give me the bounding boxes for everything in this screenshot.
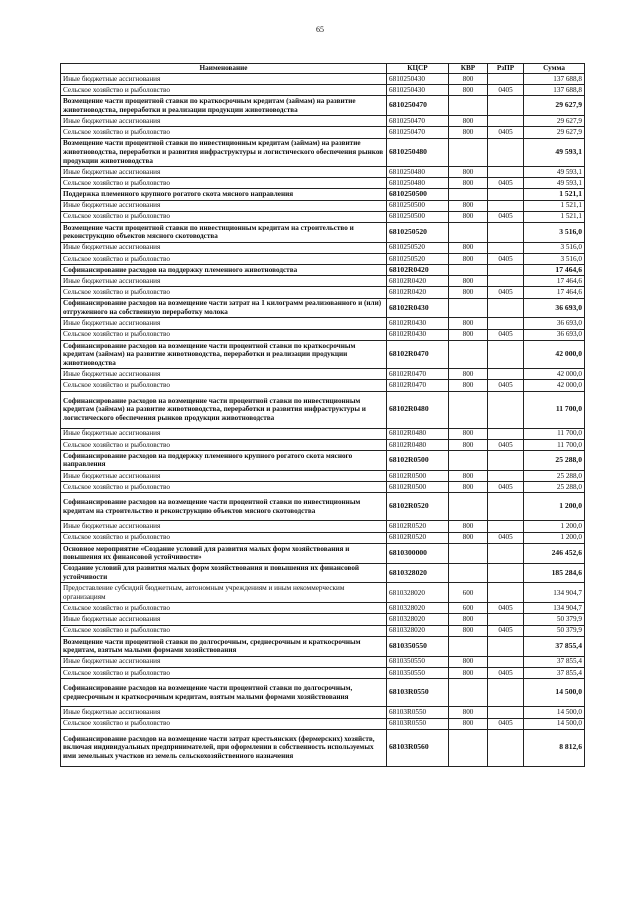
cell-kvr: [449, 493, 488, 521]
cell-rzpr: [488, 189, 524, 200]
cell-kcsr: 68102R0430: [387, 298, 449, 318]
table-row: [61, 656, 585, 667]
cell-rzpr: [488, 276, 524, 287]
cell-sum: 14 500,0: [524, 707, 585, 718]
cell-rzpr: [488, 200, 524, 211]
cell-rzpr: 0405: [488, 532, 524, 543]
header-sum: Сумма: [524, 64, 585, 74]
cell-kcsr: 68102R0480: [387, 428, 449, 439]
cell-kvr: [449, 678, 488, 706]
cell-name: Софинансирование расходов на возмещение части процентной ставки по инвестиционным кредитам на строительство и реконструкцию объектов мясного скотоводства: [61, 493, 387, 521]
cell-kvr: 800: [449, 276, 488, 287]
table-row: [61, 667, 585, 678]
cell-kcsr: 68102R0430: [387, 329, 449, 340]
cell-name: Возмещение части процентной ставки по инвестиционным кредитам (займам) на развитие животноводства, переработки и развития инфраструктуры и логистического обеспечения рынков продукции животноводства: [61, 138, 387, 166]
cell-name: Возмещение части процентной ставки по инвестиционным кредитам на строительство и реконструкцию объектов мясного скотоводства: [61, 222, 387, 242]
cell-rzpr: 0405: [488, 718, 524, 729]
cell-sum: 49 593,1: [524, 138, 585, 166]
cell-rzpr: 0405: [488, 85, 524, 96]
cell-rzpr: [488, 583, 524, 603]
cell-kcsr: 6810250480: [387, 166, 449, 177]
cell-kvr: [449, 189, 488, 200]
cell-kvr: 800: [449, 329, 488, 340]
cell-rzpr: 0405: [488, 287, 524, 298]
cell-kcsr: 68102R0420: [387, 287, 449, 298]
cell-kvr: 800: [449, 242, 488, 253]
table-row: [61, 380, 585, 391]
cell-rzpr: 0405: [488, 625, 524, 636]
cell-sum: 25 288,0: [524, 481, 585, 492]
cell-sum: 14 500,0: [524, 678, 585, 706]
cell-kcsr: 6810350550: [387, 636, 449, 656]
cell-kcsr: 6810250470: [387, 96, 449, 116]
cell-kvr: [449, 138, 488, 166]
cell-name: Иные бюджетные ассигнования: [61, 242, 387, 253]
cell-rzpr: [488, 656, 524, 667]
cell-rzpr: [488, 391, 524, 428]
table-row: [61, 521, 585, 532]
cell-name: Иные бюджетные ассигнования: [61, 318, 387, 329]
table-row: [61, 242, 585, 253]
cell-name: Сельское хозяйство и рыболовство: [61, 211, 387, 222]
cell-kvr: 800: [449, 178, 488, 189]
cell-kcsr: 6810328020: [387, 563, 449, 583]
cell-kvr: 800: [449, 428, 488, 439]
cell-name: Иные бюджетные ассигнования: [61, 614, 387, 625]
cell-kvr: 800: [449, 481, 488, 492]
table-row: [61, 222, 585, 242]
table-row: [61, 166, 585, 177]
cell-sum: 37 855,4: [524, 636, 585, 656]
cell-kvr: [449, 298, 488, 318]
table-row: [61, 298, 585, 318]
table-body: [61, 74, 585, 767]
cell-name: Иные бюджетные ассигнования: [61, 428, 387, 439]
cell-sum: 29 627,9: [524, 96, 585, 116]
cell-kvr: [449, 265, 488, 276]
table-row: [61, 532, 585, 543]
cell-kcsr: 6810250480: [387, 178, 449, 189]
cell-name: Софинансирование расходов на возмещение части процентной ставки по долгосрочным, среднесрочным и краткосрочным кредитам, взятым малыми формами хозяйствования: [61, 678, 387, 706]
table-row: [61, 603, 585, 614]
cell-kcsr: 68102R0480: [387, 391, 449, 428]
cell-sum: 1 521,1: [524, 200, 585, 211]
cell-sum: 1 200,0: [524, 532, 585, 543]
cell-rzpr: [488, 138, 524, 166]
header-name: Наименование: [61, 64, 387, 74]
cell-name: Софинансирование расходов на возмещение части затрат на 1 килограмм реализованного и (или) отгруженного на собственную переработку молока: [61, 298, 387, 318]
cell-kcsr: 6810250480: [387, 138, 449, 166]
cell-kcsr: 6810300000: [387, 543, 449, 563]
cell-kvr: 600: [449, 583, 488, 603]
cell-name: Сельское хозяйство и рыболовство: [61, 178, 387, 189]
cell-rzpr: [488, 729, 524, 766]
cell-name: Возмещение части процентной ставки по краткосрочным кредитам (займам) на развитие животноводства, переработки и реализации продукции животноводства: [61, 96, 387, 116]
cell-kcsr: 6810250500: [387, 211, 449, 222]
table-row: [61, 96, 585, 116]
cell-kcsr: 6810328020: [387, 614, 449, 625]
cell-kcsr: 6810328020: [387, 603, 449, 614]
header-kcsr: КЦСР: [387, 64, 449, 74]
cell-sum: 36 693,0: [524, 298, 585, 318]
cell-sum: 17 464,6: [524, 287, 585, 298]
cell-sum: 42 000,0: [524, 369, 585, 380]
cell-name: Сельское хозяйство и рыболовство: [61, 603, 387, 614]
cell-sum: 1 200,0: [524, 493, 585, 521]
cell-kcsr: 6810250470: [387, 116, 449, 127]
cell-kvr: 600: [449, 603, 488, 614]
cell-kcsr: 68102R0520: [387, 493, 449, 521]
cell-rzpr: [488, 116, 524, 127]
cell-kcsr: 6810250430: [387, 85, 449, 96]
cell-name: Предоставление субсидий бюджетным, автономным учреждениям и иным некоммерческим организациям: [61, 583, 387, 603]
table-row: [61, 265, 585, 276]
cell-sum: 49 593,1: [524, 178, 585, 189]
header-rzpr: РзПР: [488, 64, 524, 74]
cell-kvr: 800: [449, 380, 488, 391]
cell-rzpr: 0405: [488, 178, 524, 189]
cell-sum: 1 200,0: [524, 521, 585, 532]
cell-kcsr: 68102R0470: [387, 369, 449, 380]
cell-name: Создание условий для развития малых форм хозяйствования и повышения их финансовой устойчивости: [61, 563, 387, 583]
cell-rzpr: [488, 340, 524, 368]
table-row: [61, 178, 585, 189]
cell-kvr: [449, 96, 488, 116]
cell-name: Сельское хозяйство и рыболовство: [61, 625, 387, 636]
cell-rzpr: [488, 96, 524, 116]
cell-name: Основное мероприятие «Создание условий для развития малых форм хозяйствования и повышения их финансовой устойчивости»: [61, 543, 387, 563]
cell-kvr: 800: [449, 253, 488, 264]
cell-kvr: 800: [449, 85, 488, 96]
table-row: [61, 493, 585, 521]
cell-kcsr: 68102R0520: [387, 532, 449, 543]
table-row: [61, 563, 585, 583]
cell-rzpr: [488, 428, 524, 439]
cell-rzpr: 0405: [488, 603, 524, 614]
cell-kvr: [449, 729, 488, 766]
cell-sum: 42 000,0: [524, 380, 585, 391]
cell-name: Иные бюджетные ассигнования: [61, 74, 387, 85]
cell-name: Сельское хозяйство и рыболовство: [61, 287, 387, 298]
cell-kcsr: 6810250500: [387, 200, 449, 211]
cell-kcsr: 6810250520: [387, 253, 449, 264]
table-row: [61, 636, 585, 656]
cell-sum: 50 379,9: [524, 625, 585, 636]
cell-sum: 8 812,6: [524, 729, 585, 766]
cell-name: Софинансирование расходов на поддержку племенного крупного рогатого скота мясного направления: [61, 450, 387, 470]
cell-rzpr: 0405: [488, 667, 524, 678]
cell-name: Сельское хозяйство и рыболовство: [61, 127, 387, 138]
cell-kvr: 800: [449, 521, 488, 532]
cell-kvr: 800: [449, 74, 488, 85]
cell-kvr: 800: [449, 656, 488, 667]
table-row: [61, 276, 585, 287]
cell-name: Сельское хозяйство и рыболовство: [61, 380, 387, 391]
cell-kvr: 800: [449, 614, 488, 625]
cell-rzpr: [488, 298, 524, 318]
cell-kvr: 800: [449, 532, 488, 543]
cell-kcsr: 68102R0420: [387, 276, 449, 287]
cell-rzpr: [488, 166, 524, 177]
table-row: [61, 543, 585, 563]
cell-kcsr: 68102R0420: [387, 265, 449, 276]
cell-rzpr: [488, 707, 524, 718]
cell-rzpr: [488, 369, 524, 380]
cell-sum: 36 693,0: [524, 318, 585, 329]
cell-sum: 3 516,0: [524, 242, 585, 253]
cell-sum: 11 700,0: [524, 391, 585, 428]
cell-rzpr: 0405: [488, 253, 524, 264]
table-row: [61, 340, 585, 368]
cell-sum: 29 627,9: [524, 116, 585, 127]
cell-rzpr: 0405: [488, 439, 524, 450]
cell-kvr: 800: [449, 127, 488, 138]
cell-sum: 246 452,6: [524, 543, 585, 563]
cell-name: Сельское хозяйство и рыболовство: [61, 85, 387, 96]
cell-sum: 49 593,1: [524, 166, 585, 177]
cell-kcsr: 6810250430: [387, 74, 449, 85]
table-row: [61, 127, 585, 138]
cell-name: Иные бюджетные ассигнования: [61, 276, 387, 287]
cell-sum: 134 904,7: [524, 583, 585, 603]
cell-name: Поддержка племенного крупного рогатого скота мясного направления: [61, 189, 387, 200]
cell-kcsr: 6810250470: [387, 127, 449, 138]
cell-name: Сельское хозяйство и рыболовство: [61, 329, 387, 340]
cell-rzpr: [488, 450, 524, 470]
cell-kvr: [449, 391, 488, 428]
cell-kcsr: 68102R0430: [387, 318, 449, 329]
table-row: [61, 329, 585, 340]
cell-name: Сельское хозяйство и рыболовство: [61, 439, 387, 450]
cell-name: Сельское хозяйство и рыболовство: [61, 718, 387, 729]
cell-rzpr: [488, 74, 524, 85]
table-row: [61, 287, 585, 298]
cell-kvr: [449, 636, 488, 656]
cell-rzpr: 0405: [488, 380, 524, 391]
cell-rzpr: [488, 470, 524, 481]
table-row: [61, 200, 585, 211]
cell-name: Иные бюджетные ассигнования: [61, 200, 387, 211]
cell-rzpr: 0405: [488, 481, 524, 492]
cell-rzpr: [488, 543, 524, 563]
cell-kvr: 800: [449, 369, 488, 380]
cell-sum: 1 521,1: [524, 211, 585, 222]
cell-kvr: [449, 543, 488, 563]
cell-kcsr: 68102R0500: [387, 450, 449, 470]
table-row: [61, 439, 585, 450]
cell-name: Сельское хозяйство и рыболовство: [61, 253, 387, 264]
cell-kvr: 800: [449, 625, 488, 636]
cell-rzpr: [488, 318, 524, 329]
cell-name: Возмещение части процентной ставки по долгосрочным, среднесрочным и краткосрочным кредитам, взятым малыми формами хозяйствования: [61, 636, 387, 656]
cell-sum: 3 516,0: [524, 222, 585, 242]
table-row: [61, 450, 585, 470]
cell-rzpr: 0405: [488, 127, 524, 138]
table-row: [61, 729, 585, 766]
cell-kvr: 800: [449, 439, 488, 450]
cell-name: Иные бюджетные ассигнования: [61, 166, 387, 177]
budget-table: [60, 63, 585, 767]
cell-sum: 25 288,0: [524, 470, 585, 481]
table-row: [61, 211, 585, 222]
cell-name: Иные бюджетные ассигнования: [61, 521, 387, 532]
cell-rzpr: [488, 265, 524, 276]
cell-name: Сельское хозяйство и рыболовство: [61, 667, 387, 678]
cell-sum: 50 379,9: [524, 614, 585, 625]
cell-name: Иные бюджетные ассигнования: [61, 656, 387, 667]
cell-kcsr: 68103R0550: [387, 707, 449, 718]
cell-kcsr: 6810250500: [387, 189, 449, 200]
cell-rzpr: [488, 222, 524, 242]
cell-kvr: 800: [449, 116, 488, 127]
cell-rzpr: [488, 678, 524, 706]
table-row: [61, 391, 585, 428]
cell-kcsr: 6810250520: [387, 222, 449, 242]
cell-rzpr: 0405: [488, 329, 524, 340]
cell-kvr: [449, 340, 488, 368]
table-row: [61, 625, 585, 636]
cell-kvr: 800: [449, 470, 488, 481]
cell-kvr: [449, 563, 488, 583]
cell-kvr: 800: [449, 318, 488, 329]
cell-kcsr: 6810350550: [387, 656, 449, 667]
cell-kvr: [449, 222, 488, 242]
cell-name: Софинансирование расходов на возмещение части процентной ставки по краткосрочным кредитам (займам) на развитие животноводства, переработки и реализации продукции животноводства: [61, 340, 387, 368]
table-row: [61, 428, 585, 439]
cell-sum: 37 855,4: [524, 667, 585, 678]
cell-sum: 37 855,4: [524, 656, 585, 667]
table-row: [61, 74, 585, 85]
cell-kcsr: 68102R0470: [387, 380, 449, 391]
cell-name: Софинансирование расходов на поддержку племенного животноводства: [61, 265, 387, 276]
cell-name: Иные бюджетные ассигнования: [61, 369, 387, 380]
cell-sum: 25 288,0: [524, 450, 585, 470]
table-row: [61, 718, 585, 729]
cell-kcsr: 6810350550: [387, 667, 449, 678]
cell-kcsr: 68102R0480: [387, 439, 449, 450]
table-row: [61, 470, 585, 481]
cell-kcsr: 68102R0470: [387, 340, 449, 368]
cell-kcsr: 6810328020: [387, 625, 449, 636]
table-row: [61, 707, 585, 718]
cell-kvr: 800: [449, 667, 488, 678]
table-row: [61, 614, 585, 625]
cell-kcsr: 68103R0550: [387, 678, 449, 706]
cell-sum: 185 284,6: [524, 563, 585, 583]
cell-kvr: [449, 450, 488, 470]
cell-sum: 29 627,9: [524, 127, 585, 138]
table-row: [61, 85, 585, 96]
cell-kvr: 800: [449, 211, 488, 222]
cell-sum: 17 464,6: [524, 276, 585, 287]
cell-name: Софинансирование расходов на возмещение части процентной ставки по инвестиционным кредитам (займам) на развитие животноводства, переработки и развития инфраструктуры и логистического обеспечения рынков продукции животноводства: [61, 391, 387, 428]
cell-kcsr: 6810250520: [387, 242, 449, 253]
cell-kvr: 800: [449, 166, 488, 177]
cell-sum: 3 516,0: [524, 253, 585, 264]
cell-rzpr: [488, 614, 524, 625]
cell-sum: 1 521,1: [524, 189, 585, 200]
table-row: [61, 369, 585, 380]
table-row: [61, 481, 585, 492]
cell-sum: 42 000,0: [524, 340, 585, 368]
cell-name: Иные бюджетные ассигнования: [61, 470, 387, 481]
cell-rzpr: [488, 242, 524, 253]
cell-sum: 137 688,8: [524, 85, 585, 96]
cell-name: Сельское хозяйство и рыболовство: [61, 481, 387, 492]
cell-sum: 11 700,0: [524, 439, 585, 450]
cell-rzpr: [488, 493, 524, 521]
table-row: [61, 318, 585, 329]
cell-name: Сельское хозяйство и рыболовство: [61, 532, 387, 543]
cell-kvr: 800: [449, 200, 488, 211]
cell-sum: 17 464,6: [524, 265, 585, 276]
cell-kcsr: 68102R0520: [387, 521, 449, 532]
header-kvr: КВР: [449, 64, 488, 74]
cell-name: Иные бюджетные ассигнования: [61, 707, 387, 718]
cell-sum: 134 904,7: [524, 603, 585, 614]
cell-sum: 137 688,8: [524, 74, 585, 85]
cell-kcsr: 68102R0500: [387, 481, 449, 492]
table-row: [61, 678, 585, 706]
cell-rzpr: 0405: [488, 211, 524, 222]
cell-rzpr: [488, 521, 524, 532]
table-row: [61, 138, 585, 166]
cell-kvr: 800: [449, 718, 488, 729]
cell-name: Софинансирование расходов на возмещение части затрат крестьянских (фермерских) хозяйств, включая индивидуальных предпринимателей, при оформлении в собственность используемых ими земельных участков из земель сельскохозяйственного назначения: [61, 729, 387, 766]
cell-sum: 14 500,0: [524, 718, 585, 729]
table-row: [61, 116, 585, 127]
table-row: [61, 189, 585, 200]
cell-kvr: 800: [449, 707, 488, 718]
cell-sum: 11 700,0: [524, 428, 585, 439]
cell-kcsr: 68103R0550: [387, 718, 449, 729]
table-header-row: [61, 64, 585, 74]
table-row: [61, 253, 585, 264]
table-row: [61, 583, 585, 603]
cell-name: Иные бюджетные ассигнования: [61, 116, 387, 127]
page-number: 65: [316, 25, 324, 34]
cell-kcsr: 68103R0560: [387, 729, 449, 766]
cell-kvr: 800: [449, 287, 488, 298]
cell-rzpr: [488, 636, 524, 656]
cell-kcsr: 6810328020: [387, 583, 449, 603]
cell-rzpr: [488, 563, 524, 583]
cell-kcsr: 68102R0500: [387, 470, 449, 481]
cell-sum: 36 693,0: [524, 329, 585, 340]
